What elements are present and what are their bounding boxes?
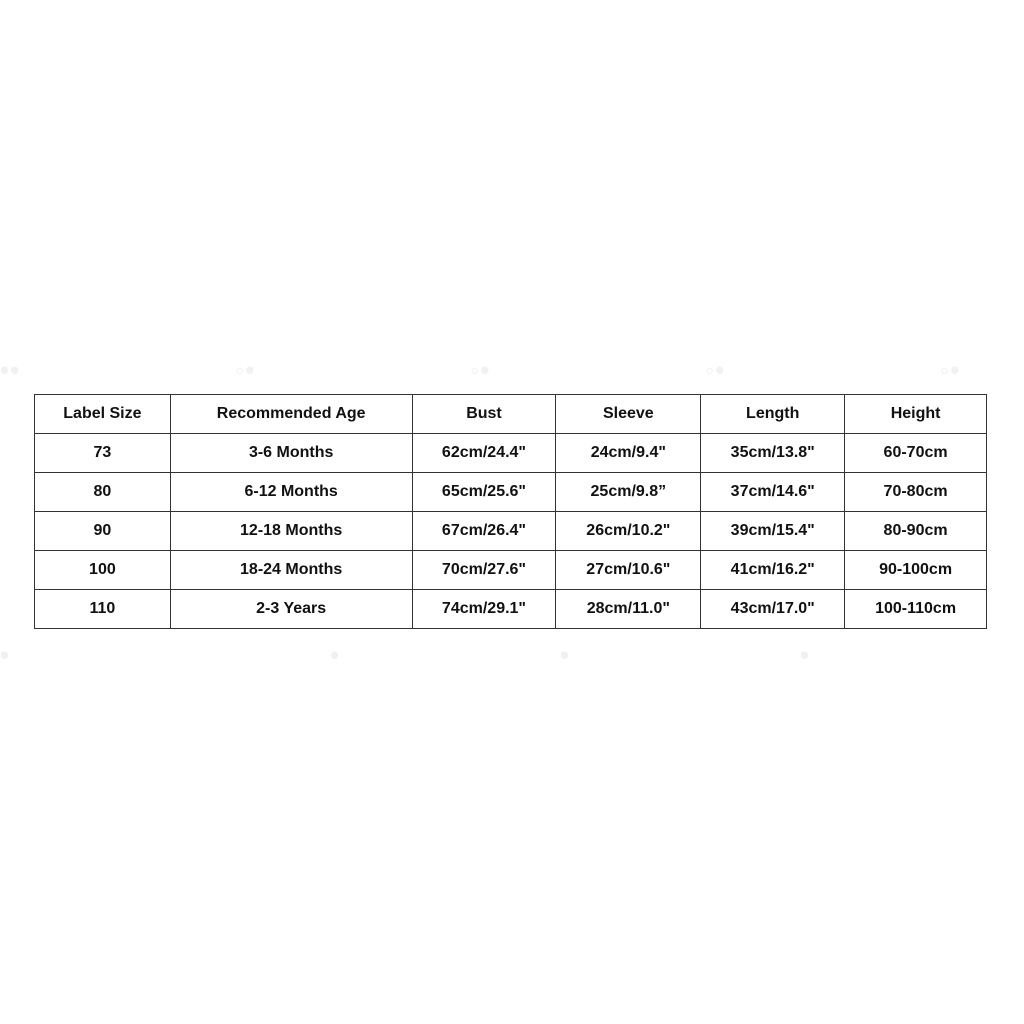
header-bust: Bust: [412, 395, 556, 434]
cell-bust: 62cm/24.4": [412, 434, 556, 473]
table-row: [35, 434, 987, 473]
cell-bust: 70cm/27.6": [412, 551, 556, 590]
watermark-mark: ◦•: [235, 355, 256, 385]
cell-sleeve: 25cm/9.8”: [556, 473, 701, 512]
cell-height: 70-80cm: [845, 473, 987, 512]
cell-length: 35cm/13.8": [701, 434, 845, 473]
cell-label-size: 90: [35, 512, 171, 551]
watermark-mark: •: [560, 640, 571, 670]
cell-recommended-age: 12-18 Months: [170, 512, 412, 551]
watermark-mark: ◦•: [940, 355, 961, 385]
cell-height: 100-110cm: [845, 590, 987, 629]
header-recommended-age: Recommended Age: [170, 395, 412, 434]
cell-sleeve: 28cm/11.0": [556, 590, 701, 629]
cell-height: 80-90cm: [845, 512, 987, 551]
cell-label-size: 110: [35, 590, 171, 629]
watermark-mark: ◦•: [470, 355, 491, 385]
header-length: Length: [701, 395, 845, 434]
table-row: [35, 590, 987, 629]
watermark-mark: ••: [0, 355, 21, 385]
cell-bust: 67cm/26.4": [412, 512, 556, 551]
cell-sleeve: 24cm/9.4": [556, 434, 701, 473]
watermark-mark: •: [800, 640, 811, 670]
header-sleeve: Sleeve: [556, 395, 701, 434]
cell-recommended-age: 2-3 Years: [170, 590, 412, 629]
header-label-size: Label Size: [35, 395, 171, 434]
cell-length: 43cm/17.0": [701, 590, 845, 629]
table-header-row: [35, 395, 987, 434]
size-chart-table: [34, 394, 987, 629]
cell-height: 90-100cm: [845, 551, 987, 590]
cell-length: 39cm/15.4": [701, 512, 845, 551]
watermark-mark: ◦•: [705, 355, 726, 385]
cell-recommended-age: 6-12 Months: [170, 473, 412, 512]
watermark-mark: •: [330, 640, 341, 670]
cell-bust: 74cm/29.1": [412, 590, 556, 629]
cell-label-size: 100: [35, 551, 171, 590]
header-height: Height: [845, 395, 987, 434]
table-row: [35, 512, 987, 551]
cell-recommended-age: 18-24 Months: [170, 551, 412, 590]
cell-length: 41cm/16.2": [701, 551, 845, 590]
table-row: [35, 473, 987, 512]
table-row: [35, 551, 987, 590]
watermark-mark: •: [0, 640, 11, 670]
cell-sleeve: 26cm/10.2": [556, 512, 701, 551]
cell-length: 37cm/14.6": [701, 473, 845, 512]
cell-sleeve: 27cm/10.6": [556, 551, 701, 590]
cell-recommended-age: 3-6 Months: [170, 434, 412, 473]
cell-height: 60-70cm: [845, 434, 987, 473]
cell-label-size: 73: [35, 434, 171, 473]
cell-label-size: 80: [35, 473, 171, 512]
cell-bust: 65cm/25.6": [412, 473, 556, 512]
